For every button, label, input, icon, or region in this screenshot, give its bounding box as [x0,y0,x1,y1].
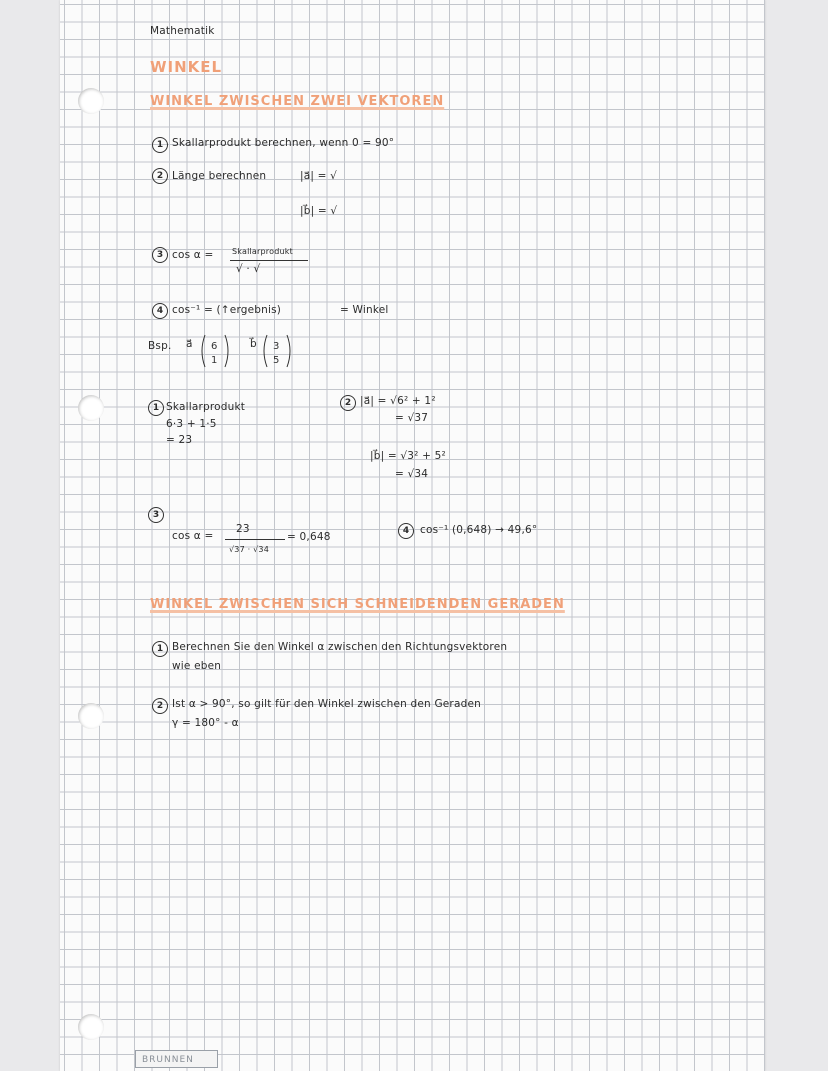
punch-hole [78,1014,104,1040]
fraction-bar [225,539,285,540]
example-dot-calc: 6·3 + 1·5 [166,418,217,430]
step-number: 2 [340,395,356,411]
vector-a-y: 1 [211,355,218,366]
vector-b-y: 5 [273,355,280,366]
vector-a-matrix [198,332,232,370]
step-number: 4 [152,303,168,319]
step1-text: Skallarprodukt berechnen, wenn 0 = 90° [172,137,395,149]
fraction-numerator: Skallarprodukt [232,247,293,256]
section2-heading: WINKEL ZWISCHEN SICH SCHNEIDENDEN GERADEN [150,597,565,612]
example-label: Bsp. [148,340,172,352]
step-number: 3 [148,507,164,523]
fraction-bar [230,260,308,261]
step4-text: cos⁻¹ = (↑ergebnis) [172,304,282,316]
vector-a-name: a⃗ [186,338,193,350]
vector-a-x: 6 [211,341,218,352]
vector-b-x: 3 [273,341,280,352]
page-title: WINKEL [150,58,223,76]
example-cos-numerator: 23 [236,523,250,535]
section2-step2-line2: γ = 180° - α [172,717,239,729]
step-number: 4 [398,523,414,539]
step-number: 2 [152,698,168,714]
section2-step1-line1: Berechnen Sie den Winkel α zwischen den Richtungsvektoren [172,641,508,653]
section1-heading: WINKEL ZWISCHEN ZWEI VEKTOREN [150,94,445,109]
punch-hole [78,703,104,729]
example-cos-lhs: cos α = [172,530,214,542]
example-dot-title: Skallarprodukt [166,401,246,413]
example-cos-denominator: √37 · √34 [229,545,269,554]
example-arccos: cos⁻¹ (0,648) → 49,6° [420,524,538,536]
step-number: 1 [152,137,168,153]
length-b-formula: |b⃗| = √ [300,205,338,217]
vector-b-name: b⃗ [250,338,257,350]
step-number: 3 [152,247,168,263]
step2-text: Länge berechnen [172,170,267,182]
section2-step1-line2: wie eben [172,660,222,672]
step-number: 1 [152,641,168,657]
example-length-b-result: = √34 [395,468,429,480]
length-a-formula: |a⃗| = √ [300,170,338,182]
example-length-a-result: = √37 [395,412,429,424]
punch-hole [78,88,104,114]
step-number: 1 [148,400,164,416]
step4-result: = Winkel [340,304,389,316]
brunnen-logo: BRUNNEN [135,1050,218,1068]
step-number: 2 [152,168,168,184]
section2-step2-line1: Ist α > 90°, so gilt für den Winkel zwischen den Geraden [172,698,481,710]
fraction-denominator: √ · √ [236,263,261,275]
example-dot-result: = 23 [166,434,193,446]
vector-b-matrix [260,332,294,370]
subject-label: Mathematik [150,25,215,37]
step3-cos-label: cos α = [172,249,214,261]
example-cos-result: = 0,648 [287,531,331,543]
example-length-b: |b⃗| = √3² + 5² [370,450,446,462]
example-length-a: |a⃗| = √6² + 1² [360,395,436,407]
punch-hole [78,395,104,421]
